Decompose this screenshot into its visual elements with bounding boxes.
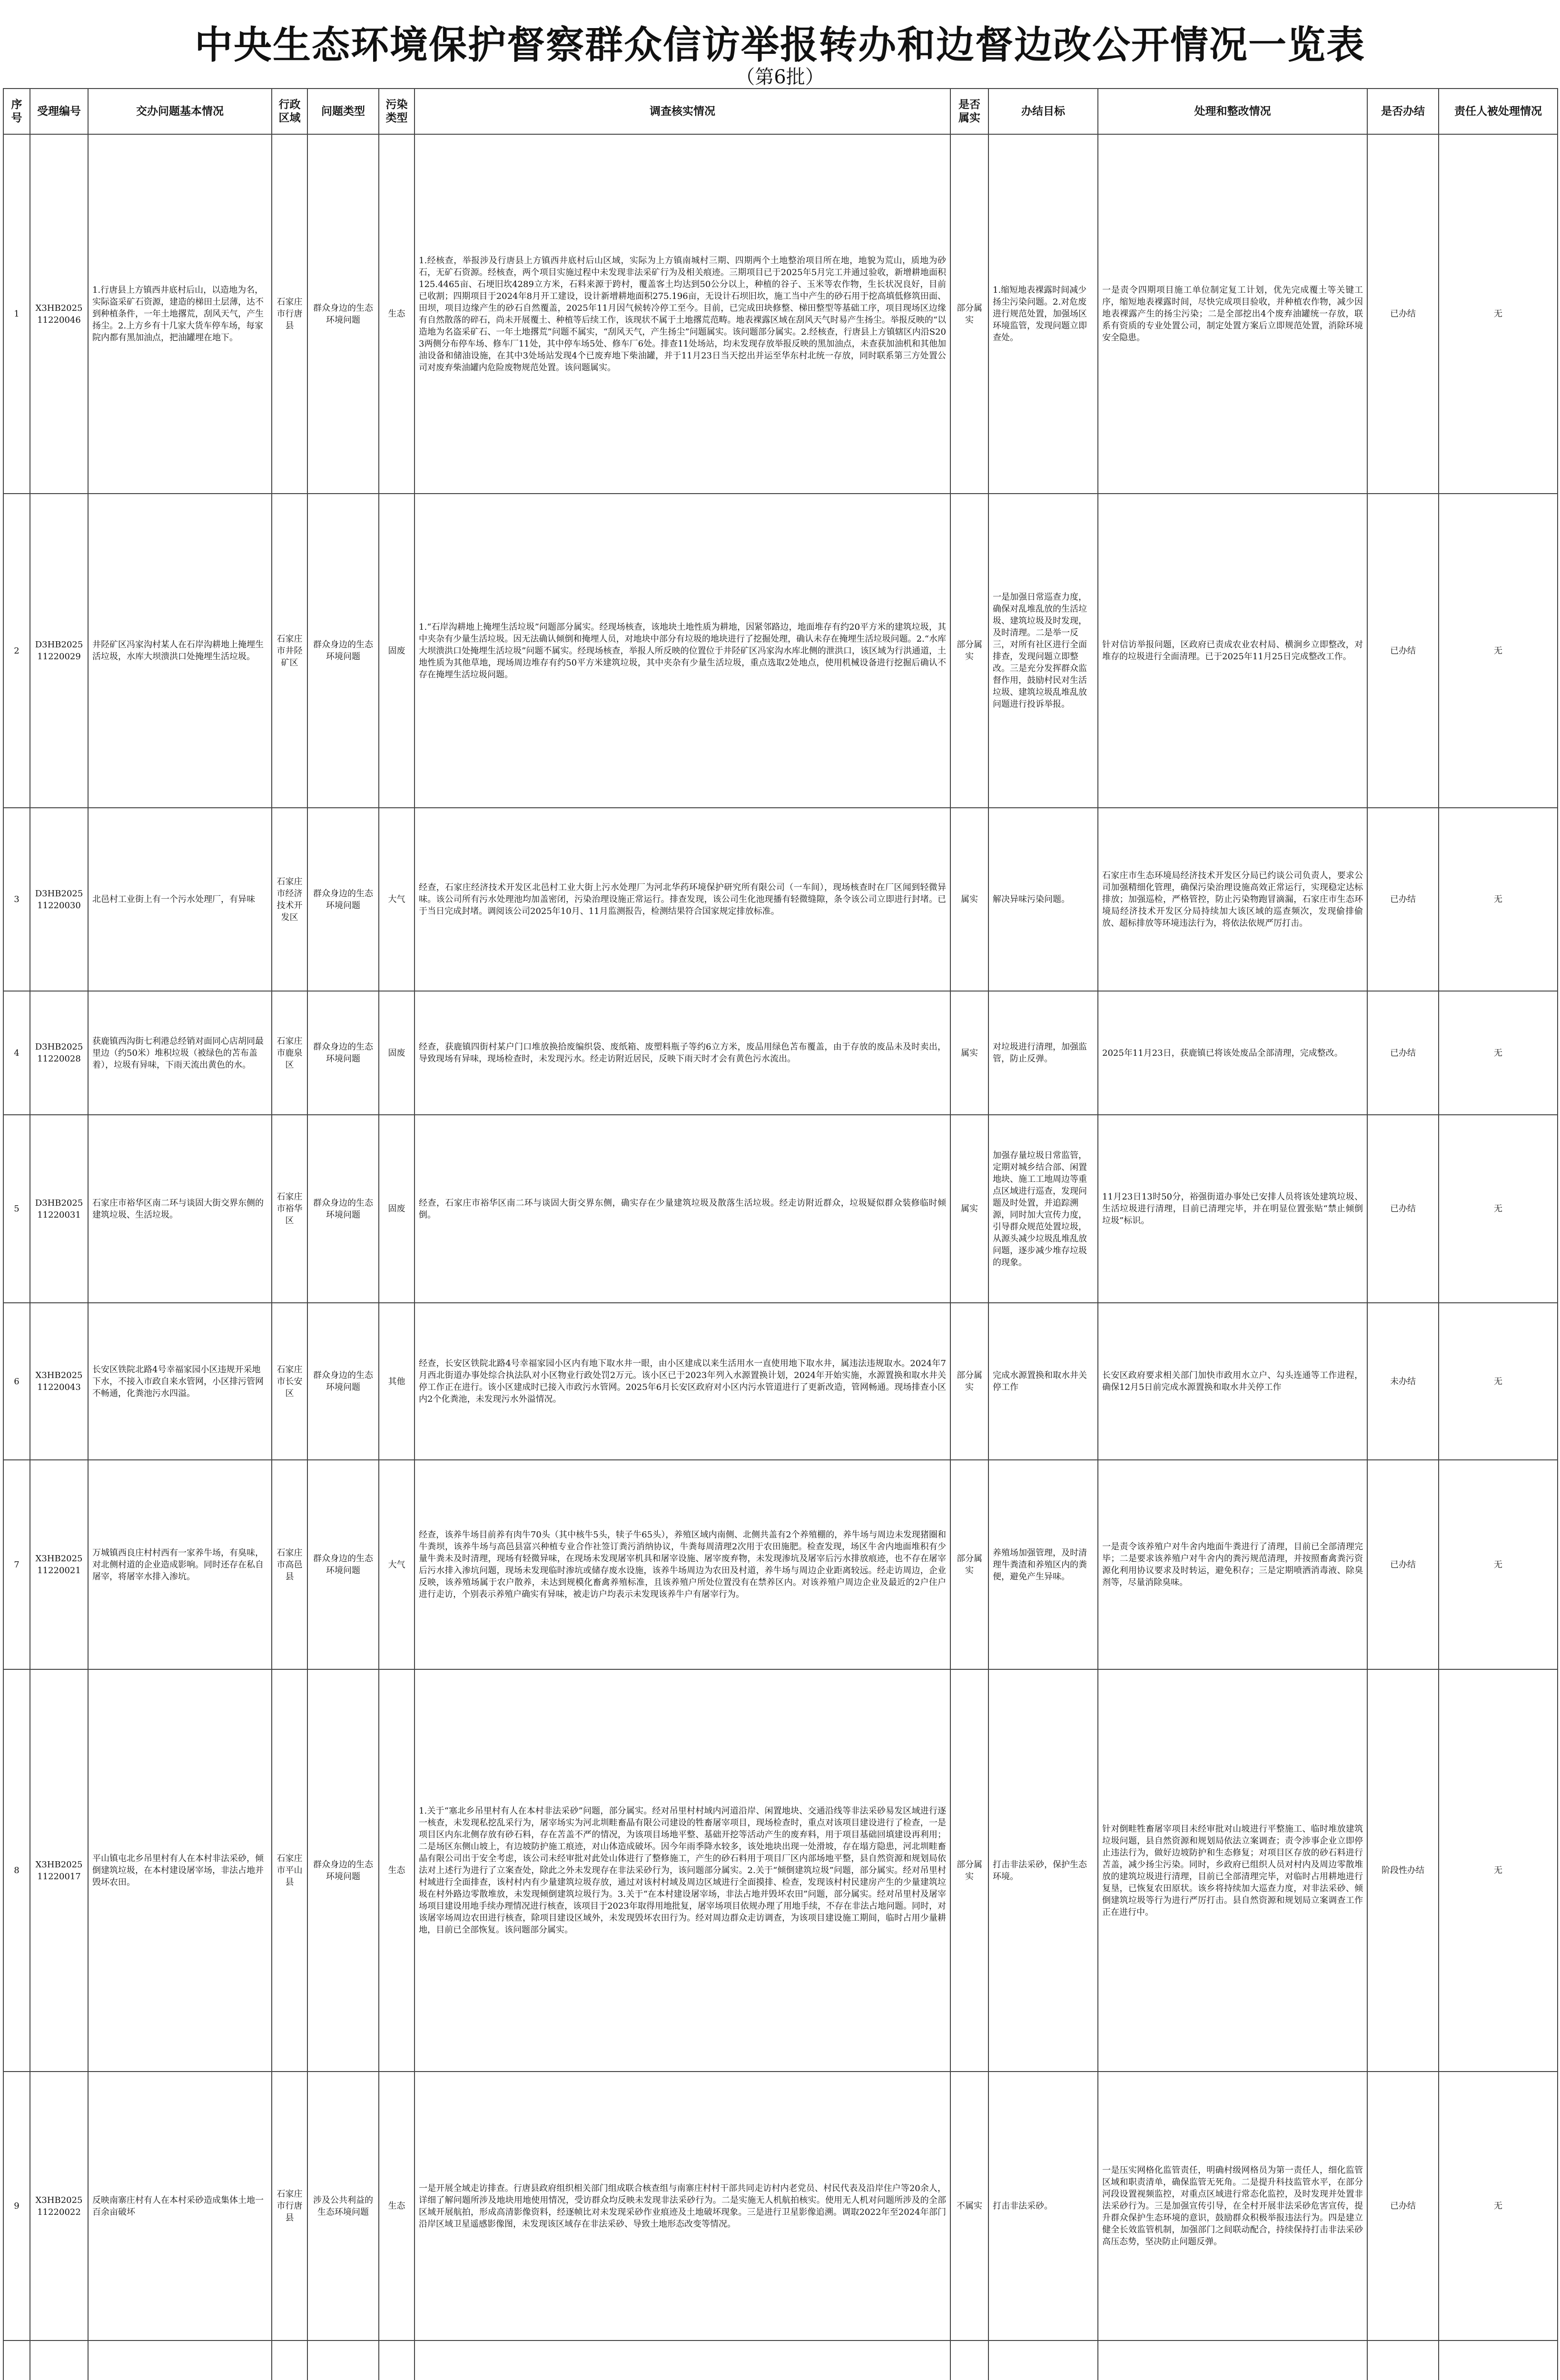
cell-accountable: 无 [1439,1303,1558,1460]
cell-handling: 石家庄市生态环境局经济技术开发区分局已约谈公司负责人，要求公司加强精细化管理，确保污染治理设施高效正常运行，实现稳定达标排放；加强巡检，严格管控，防止污染物跑冒滴漏，石家庄市生态环境局经济技术开发区分局持续加大该区域的巡查频次，发现偷排偷放、超标排放等环境违法行为，将依法依规严厉打击。 [1098,808,1367,991]
cell-handling: 11月23日13时50分，裕强街道办事处已安排人员将该处建筑垃圾、生活垃圾进行清理，目前已清理完毕，并在明显位置张贴“禁止倾倒垃圾”标识。 [1098,1115,1367,1303]
cell-type: 群众身边的生态环境问题 [307,808,379,991]
header-accountable: 责任人被处理情况 [1439,89,1558,134]
cell-seq: 9 [3,2072,30,2340]
table-row [3,1669,1558,2072]
cell-region: 石家庄市长安区 [272,1303,307,1460]
cell-accountable: 无 [1439,494,1558,808]
cell-verify: 1.“石岸沟耕地上掩埋生活垃圾”问题部分属实。经现场核查，该地块土地性质为耕地，因紧邻路边，地面堆存有约20平方米的建筑垃圾，其中夹杂有少量生活垃圾。因无法确认倾倒和掩埋人员，对地块中部分有垃圾的地块进行了挖掘处理，确认未存在掩埋生活垃圾问题。2.“水库大坝溃洪口处掩埋生活垃圾”问题不属实。经现场核查，举报人所反映的位置位于井陉矿区冯家沟水库北侧的泄洪口，该区域为行洪通道，土地性质为其他草地，现场周边堆存有约50平方米建筑垃圾，其中夹杂有少量生活垃圾，重点选取2处地点，使用机械设备进行挖掘后确认不存在掩埋生活垃圾问题。 [415,494,950,808]
header-goal: 办结目标 [988,89,1098,134]
cell-case-no: X3HB202511220022 [30,2072,88,2340]
cell-true: 属实 [950,808,988,991]
cell-pollution: 固废 [379,991,415,1115]
cell-done: 未办结 [1367,1303,1439,1460]
cell-issue: 石家庄市裕华区南二环与谈固大街交界东侧的建筑垃圾、生活垃圾。 [88,1115,272,1303]
cell-accountable: 无 [1439,1669,1558,2072]
cell-type: 群众身边的生态环境问题 [307,991,379,1115]
cell-seq [3,2340,30,2380]
cell-region: 石家庄市经济技术开发区 [272,808,307,991]
cell-pollution: 固废 [379,1115,415,1303]
header-case-no: 受理编号 [30,89,88,134]
header-type: 问题类型 [307,89,379,134]
cell-issue: 获鹿镇西沟街七利港总经销对面同心店胡同最里边（约50米）堆积垃圾（被绿色的苫布盖着），垃圾有异味，下雨天流出黄色的水。 [88,991,272,1115]
header-handling: 处理和整改情况 [1098,89,1367,134]
cell-issue: 北邑村工业街上有一个污水处理厂，有异味 [88,808,272,991]
cell-done: 已办结 [1367,2072,1439,2340]
table-row [3,1303,1558,1460]
cell-verify: 经查，石家庄市裕华区南二环与谈固大街交界东侧，确实存在少量建筑垃圾及散落生活垃圾。经走访附近群众，垃圾疑似群众装修临时倾倒。 [415,1115,950,1303]
header-pollution: 污染类型 [379,89,415,134]
cell-case-no: X3HB202511220046 [30,134,88,494]
cell-pollution: 生态 [379,2072,415,2340]
cell-true: 部分属实 [950,1460,988,1669]
cell-verify [415,2340,950,2380]
cell-seq: 8 [3,1669,30,2072]
cell-region: 石家庄市裕华区 [272,1115,307,1303]
cell-goal: 加强存量垃圾日常监管，定期对城乡结合部、闲置地块、施工工地周边等重点区域进行巡查，发现问题及时处置，并追踪溯源，同时加大宣传力度，引导群众规范处置垃圾，从源头减少垃圾乱堆乱放问题，逐步减少堆存垃圾的现象。 [988,1115,1098,1303]
cell-goal: 1.缩短地表裸露时间减少扬尘污染问题。2.对危废进行规范处置，加强场区环境监管，发现问题立即查处。 [988,134,1098,494]
cell-type: 群众身边的生态环境问题 [307,134,379,494]
cell-done: 已办结 [1367,494,1439,808]
table-row [3,2340,1558,2380]
cell-seq: 2 [3,494,30,808]
table-row [3,1115,1558,1303]
table-row [3,1460,1558,1669]
cell-goal [988,2340,1098,2380]
cell-done [1367,2340,1439,2380]
cell-goal: 对垃圾进行清理，加强监管，防止反弹。 [988,991,1098,1115]
cell-verify: 经查，石家庄经济技术开发区北邑村工业大街上污水处理厂为河北华药环境保护研究所有限公司（一车间），现场核查时在厂区闻到轻微异味。该公司所有污水处理池均加盖密闭，污染治理设施正常运行。排查发现，该公司生化池现播有轻微缝隙，条令该公司立即进行封堵。已于当日完成封堵。调阅该公司2025年10月、11月监测报告，检测结果符合国家规定排放标准。 [415,808,950,991]
cell-done: 已办结 [1367,808,1439,991]
cell-case-no: X3HB202511220017 [30,1669,88,2072]
cell-case-no: D3HB202511220031 [30,1115,88,1303]
cell-seq: 7 [3,1460,30,1669]
cell-pollution: 生态 [379,134,415,494]
cell-accountable: 无 [1439,1115,1558,1303]
cell-verify: 经查，该养牛场目前养有肉牛70头（其中核牛5头，犊子牛65头），养殖区域内南侧、北侧共盖有2个养殖棚的，养牛场与周边未发现猪圈和牛粪坝，该养牛场与高邑县富兴种植专业合作社签订粪污消纳协议，牛粪每周清理2次用于农田施肥。检查发现，场区牛舍内地面堆积有少量牛粪未及时清理，现场有轻微异味，在现场未发现屠宰机具和屠宰设施、屠宰废弃物，未发现渗坑及屠宰后污水排放痕迹，也不存在屠宰后污水排入渗坑问题，现场未发现临时渗坑或储存废水设施，该养牛场周边为农田及村道，养牛场与周边企业距离较远。经走访周边，企业反映，该养殖场属于农户散养，未达到规模化畜禽养殖标准，且该养殖户所处位置没有在禁养区内。对该养殖户周边企业及最近的2户住户进行走访，个别表示养殖户确实有异味，被走访户均表示未发现该养牛户有屠宰行为。 [415,1460,950,1669]
header-true: 是否属实 [950,89,988,134]
cell-done: 已办结 [1367,134,1439,494]
cell-region: 石家庄市井陉矿区 [272,494,307,808]
cell-true: 不属实 [950,2072,988,2340]
table-row [3,494,1558,808]
cell-handling: 一是责令该养殖户对牛舍内地面牛粪进行了清理，目前已全部清理完毕；二是要求该养殖户对牛舍内的粪污规范清理，并按照畜禽粪污资源化利用协议要求及时转运，避免积存；三是定期喷洒消毒液、除臭剂等，尽量消除臭味。 [1098,1460,1367,1669]
header-verify: 调查核实情况 [415,89,950,134]
cell-verify: 经查，长安区铁院北路4号幸福家园小区内有地下取水井一眼，由小区建成以来生活用水一直使用地下取水井，属违法违规取水。2024年7月西北街道办事处综合执法队对小区物业行政处罚2万元。该小区已于2023年列入水源置换计划，2024年开始实施，水源置换和取水井关停工作正在进行。该小区建成时已接入市政污水管网。2025年6月长安区政府对小区内污水管道进行了更新改造，管网畅通。现场排查小区内2个化粪池，未发现污水外溢情况。 [415,1303,950,1460]
header-region: 行政区域 [272,89,307,134]
cell-issue: 长安区铁院北路4号幸福家园小区违规开采地下水，不接入市政自来水管网，小区排污管网不畅通，化粪池污水四溢。 [88,1303,272,1460]
cell-accountable: 无 [1439,2072,1558,2340]
cell-seq: 4 [3,991,30,1115]
cell-goal: 完成水源置换和取水井关停工作 [988,1303,1098,1460]
cell-region: 石家庄市鹿泉区 [272,991,307,1115]
cell-accountable: 无 [1439,1460,1558,1669]
cell-verify: 1.关于“塞北乡吊里村有人在本村非法采砂”问题，部分属实。经对吊里村村域内河道沿岸、闲置地块、交通沿线等非法采砂易发区域进行逐一核查，未发现私挖乱采行为，屠宰场实为河北圳畦畜晶有限公司建设的牲畜屠宰项目，现场检查时，重点对该项目建设进行了检查，一是项目区内东北侧存放有砂石料，存在苫盖不严的情况，为该项目场地平整、基础开挖等活动产生的废弃料，用于项目基础回填建设再利用；二是场区东侧山坡上，有边坡防护施工痕迹，对山体造成破坏。因今年雨季降水较多，该处地块出现一处滑坡，存在塌方隐患，河北圳畦畜晶有限公司出于安全考虑，该公司未经审批对此处山体进行了整修施工，产生的砂石料用于项目厂区内部场地平整，县自然资源和规划局依法对上述行为进行了立案查处，除此之外未发现存在非法采砂行为，该问题部分属实。2.关于“倾倒建筑垃圾”问题，部分属实。经对吊里村村域进行全面排查，该村村内有少量建筑垃圾存放，通过对该村村域及周边区域进行全面摸排、检查，发现该村村民建房产生的少量建筑垃圾在村外路边零散堆放，未发现倾倒建筑垃圾行为。3.关于“在本村建设屠宰场，非法占地并毁坏农田”问题，部分属实。经对吊里村及屠宰场项目建设用地手续办理情况进行核查，该项目于2023年取得用地批复，屠宰场项目依规办理了用地手续，不存在非法占地问题。同时，对该屠宰场周边农田进行核查，除项目建设区域外，未发现毁坏农田行为。经对周边群众走访调查，为该项目建设施工期间，临时占用少量耕地，目前已全部恢复。该问题部分属实。 [415,1669,950,2072]
cell-accountable: 无 [1439,991,1558,1115]
header-issue: 交办问题基本情况 [88,89,272,134]
cell-type: 涉及公共利益的生态环境问题 [307,2072,379,2340]
cell-type: 群众身边的生态环境问题 [307,1115,379,1303]
cell-region: 石家庄市高邑县 [272,1460,307,1669]
cell-done: 阶段性办结 [1367,1669,1439,2072]
cell-handling: 一是压实网格化监管责任，明确村级网格员为第一责任人，细化监管区域和职责清单，确保监管无死角。二是提升科技监管水平，在部分河段设置视频监控，对重点区域进行常态化监控，及时发现并处置非法采砂行为。三是加强宣传引导，在全村开展非法采砂危害宣传，提升群众保护生态环境的意识，鼓励群众积极举报违法行为。四是建立健全长效监管机制，加强部门之间联动配合，持续保持打击非法采砂高压态势，坚决防止问题反弹。 [1098,2072,1367,2340]
cell-goal: 打击非法采砂，保护生态环境。 [988,1669,1098,2072]
cell-true: 属实 [950,991,988,1115]
cell-goal: 打击非法采砂。 [988,2072,1098,2340]
cell-case-no: D3HB202511220030 [30,808,88,991]
cell-issue [88,2340,272,2380]
cell-issue: 井陉矿区冯家沟村某人在石岸沟耕地上掩埋生活垃圾，水库大坝溃洪口处掩埋生活垃圾。 [88,494,272,808]
table-header-row [3,89,1558,134]
petition-table [3,88,1558,2380]
cell-type [307,2340,379,2380]
cell-true: 部分属实 [950,134,988,494]
cell-region: 石家庄市行唐县 [272,2072,307,2340]
cell-goal: 养殖场加强管理，及时清理牛粪渣和养殖区内的粪便，避免产生异味。 [988,1460,1098,1669]
cell-handling: 2025年11月23日，获鹿镇已将该处废品全部清理，完成整改。 [1098,991,1367,1115]
table-row [3,134,1558,494]
cell-pollution: 生态 [379,1669,415,2072]
cell-pollution: 大气 [379,1460,415,1669]
cell-done: 已办结 [1367,991,1439,1115]
cell-accountable [1439,2340,1558,2380]
table-row [3,2072,1558,2340]
cell-true: 部分属实 [950,1669,988,2072]
cell-case-no: X3HB202511220021 [30,1460,88,1669]
cell-seq: 1 [3,134,30,494]
cell-pollution: 大气 [379,808,415,991]
cell-pollution: 其他 [379,1303,415,1460]
cell-true [950,2340,988,2380]
cell-verify: 一是开展全域走访排查。行唐县政府组织相关部门组成联合核查组与南寨庄村村干部共同走访村内老党员、村民代表及沿岸住户等20余人，详细了解问题所涉及地块用地使用情况，受访群众均反映未发现非法采砂行为。二是实施无人机航拍核实。使用无人机对问题所涉及的全部区域开展航拍，形成高清影像资料，经逐帧比对未发现采砂作业痕迹及土地破坏现象。三是进行卫星影像追溯。调取2022年至2024年部门沿岸区域卫星遥感影像图，未发现该区域存在非法采砂、导致土地形态改变等情况。 [415,2072,950,2340]
cell-done: 已办结 [1367,1460,1439,1669]
cell-handling [1098,2340,1367,2380]
cell-case-no: D3HB202511220028 [30,991,88,1115]
cell-true: 属实 [950,1115,988,1303]
cell-goal: 一是加强日常巡查力度，确保对乱堆乱放的生活垃圾、建筑垃圾及时发现，及时清理。二是举一反三，对所有社区进行全面排查，发现问题立即整改。三是充分发挥群众监督作用，鼓励村民对生活垃圾、建筑垃圾乱堆乱放问题进行投诉举报。 [988,494,1098,808]
cell-issue: 1.行唐县上方镇西井底村后山，以造地为名，实际盗采矿石资源，建造的梯田土层薄，达不到种植条件，一年土地撂荒，刮风天气，产生扬尘。2.上方乡有十几家大货车停车场，每家院内都有黑加油点，把油罐埋在地下。 [88,134,272,494]
cell-handling: 针对倒畦牲畜屠宰项目未经审批对山坡进行平整施工、临时堆放建筑垃圾问题，县自然资源和规划局依法立案调查；责令涉事企业立即停止违法行为，做好边坡防护和生态修复；对项目区存放的砂石料进行苫盖，减少扬尘污染。同时，乡政府已组织人员对村内及周边零散堆放的建筑垃圾进行清理，目前已全部清理完毕，对临时占用耕地进行复垦，已恢复农田原状。该乡将持续加大巡查力度，对非法采砂、倾倒建筑垃圾等行为进行严厉打击。县自然资源和规划局立案调查工作正在进行中。 [1098,1669,1367,2072]
cell-pollution [379,2340,415,2380]
cell-handling: 针对信访举报问题，区政府已责成农业农村局、横涧乡立即整改，对堆存的垃圾进行全面清理。已于2025年11月25日完成整改工作。 [1098,494,1367,808]
cell-type: 群众身边的生态环境问题 [307,494,379,808]
cell-goal: 解决异味污染问题。 [988,808,1098,991]
cell-true: 部分属实 [950,494,988,808]
header-seq: 序号 [3,89,30,134]
cell-seq: 5 [3,1115,30,1303]
document-subtitle: （第6批） [736,66,824,88]
cell-issue: 万城镇西良庄村村西有一家养牛场，有臭味，对北侧村道的企业造成影响。同时还存在私自屠宰，将屠宰水排入渗坑。 [88,1460,272,1669]
cell-region: 石家庄市行唐县 [272,134,307,494]
cell-type: 群众身边的生态环境问题 [307,1303,379,1460]
cell-case-no: D3HB202511220029 [30,494,88,808]
cell-type: 群众身边的生态环境问题 [307,1669,379,2072]
table-row [3,808,1558,991]
cell-accountable: 无 [1439,134,1558,494]
cell-seq: 3 [3,808,30,991]
cell-verify: 经查，获鹿镇四街村某户门口堆放换拾废编织袋、废纸箱、废塑料瓶子等约6立方米，废品用绿色苫布覆盖，由于存放的废品未及时卖出，导致现场有异味，现场检查时，未发现污水。经走访附近居民，反映下雨天时才会有黄色污水流出。 [415,991,950,1115]
cell-type: 群众身边的生态环境问题 [307,1460,379,1669]
cell-handling: 长安区政府要求相关部门加快市政用水立户、勾头连通等工作进程，确保12月5日前完成水源置换和取水井关停工作 [1098,1303,1367,1460]
cell-case-no [30,2340,88,2380]
cell-done: 已办结 [1367,1115,1439,1303]
cell-pollution: 固废 [379,494,415,808]
cell-region [272,2340,307,2380]
cell-issue: 平山镇屯北乡吊里村有人在本村非法采砂，倾倒建筑垃圾，在本村建设屠宰场，非法占地并毁坏农田。 [88,1669,272,2072]
header-done: 是否办结 [1367,89,1439,134]
cell-verify: 1.经核查，举报涉及行唐县上方镇西井底村后山区域，实际为上方镇南城村三期、四期两个土地整治项目所在地，地貌为荒山，质地为砂石，无矿石资源。经核查，两个项目实施过程中未发现非法采矿行为及相关痕迹。三期项目已于2025年5月完工并通过验收，新增耕地面积125.4465亩、石埂旧坎4289立方米，石料来源于跨村，覆盖客土均达到50公分以上，种植的谷子、玉米等农作物，生长状况良好，目前已收割；四期项目于2024年8月开工建设，设计新增耕地面积275.196亩，无设计石坝旧坎，施工当中产生的砂石用于挖高填低修筑田面、田坝，项目边缘产生的砂石自然覆盖，2025年11月因气候转冷停工至今。目前，已完成田块修整、梯田整型等基础工序，项目现场区边缘有自然散落的碎石，尚未开展覆土、种植等后续工作，该现状不属于土地撂荒范畴。地表裸露区域在刮风天气时易产生扬尘。举报反映的“以造地为名盗采矿石、一年土地撂荒”问题不属实，“刮风天气，产生扬尘”问题属实。该问题部分属实。2.经核查，行唐县上方镇辖区内沿S203两侧分布停车场、修车厂11处，其中停车场5处、修车厂6处。排查11处场站，均未发现存放举报反映的黑加油点，未查获加油机和其他加油设备和储油设施，在其中3处场站发现4个已废弃地下柴油罐，并于11月23日当天挖出并运至华东村北统一存放，同时联系第三方处置公司对废弃柴油罐内危险废物规范处置。该问题属实。 [415,134,950,494]
cell-accountable: 无 [1439,808,1558,991]
cell-seq: 6 [3,1303,30,1460]
cell-region: 石家庄市平山县 [272,1669,307,2072]
cell-case-no: X3HB202511220043 [30,1303,88,1460]
table-row [3,991,1558,1115]
document-title: 中央生态环境保护督察群众信访举报转办和边督边改公开情况一览表 [195,22,1365,67]
cell-handling: 一是责令四期项目施工单位制定复工计划，优先完成覆土等关键工序，缩短地表裸露时间，尽快完成项目验收，并种植农作物，减少因地表裸露产生的扬尘污染；二是全部挖出4个废弃油罐统一存放，联系有资质的专业处置公司，制定处置方案后立即规范处置，消除环境安全隐患。 [1098,134,1367,494]
cell-issue: 反映南寨庄村有人在本村采砂造成集体土地一百余亩破坏 [88,2072,272,2340]
cell-true: 部分属实 [950,1303,988,1460]
